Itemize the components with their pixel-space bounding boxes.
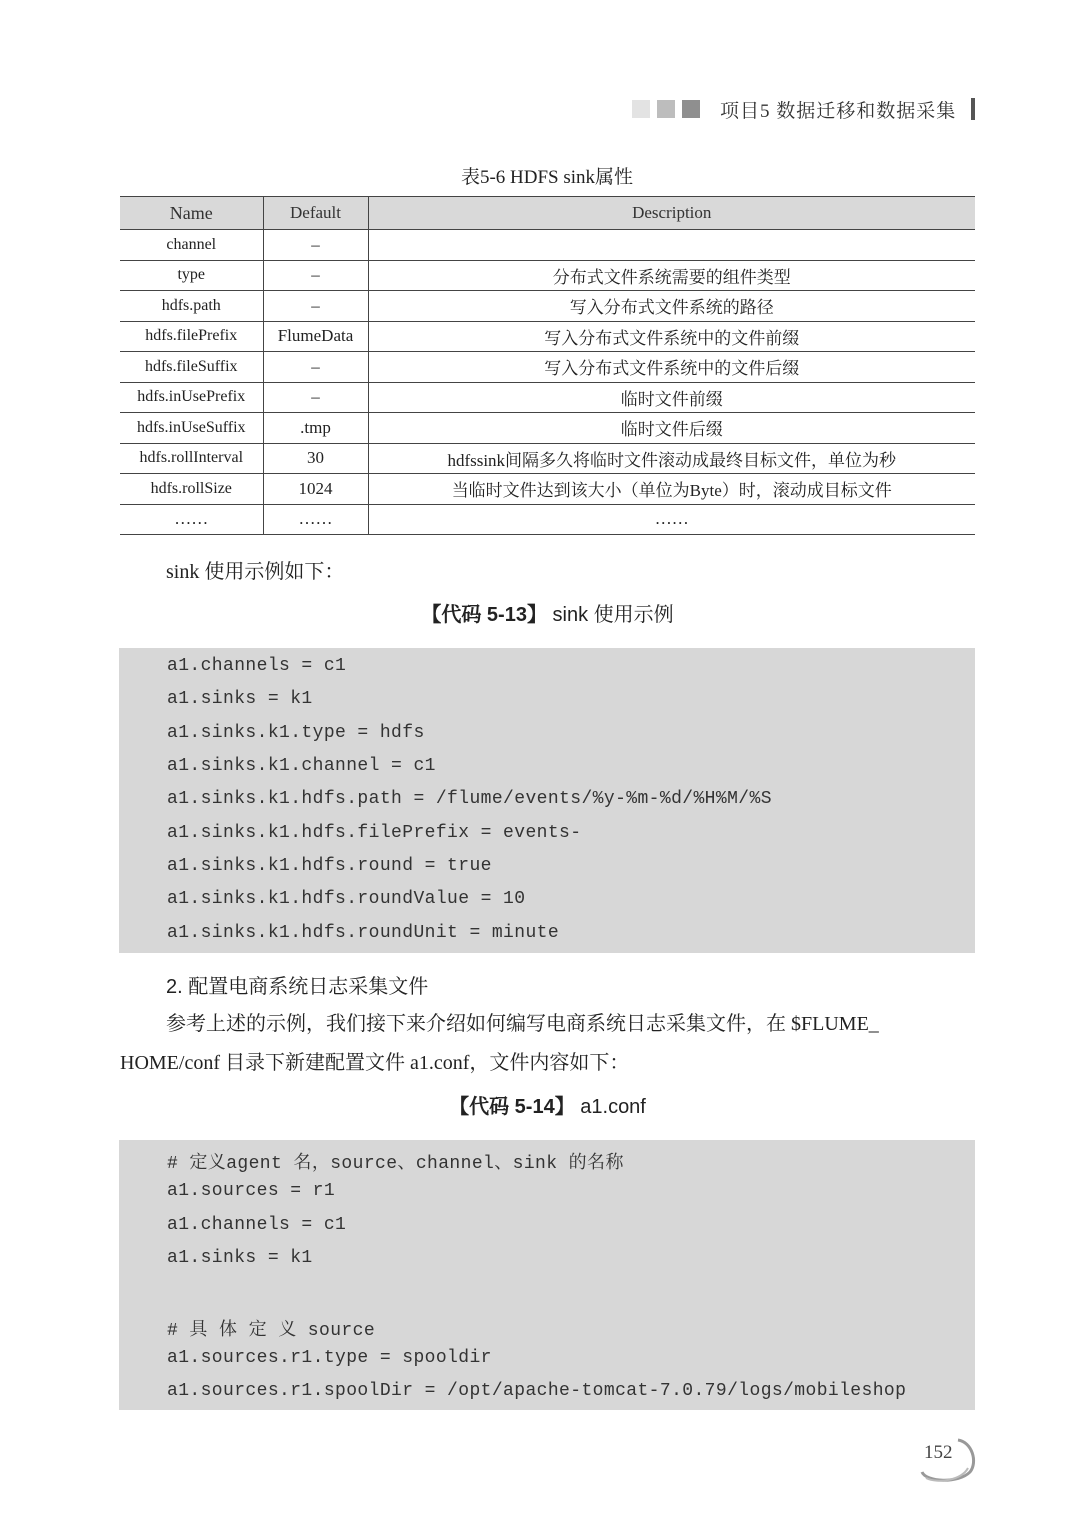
header-square-mid — [657, 100, 675, 118]
table-row — [120, 230, 975, 261]
running-header — [0, 96, 1092, 128]
code-line: a1.sinks.k1.channel = c1 — [167, 756, 436, 776]
cell-name: hdfs.filePrefix — [120, 321, 263, 352]
cell-description: 写入分布式文件系统的路径 — [368, 291, 975, 322]
code-line: a1.sinks.k1.hdfs.filePrefix = events- — [167, 823, 582, 843]
cell-default: 1024 — [263, 474, 368, 505]
code-block-5-13 — [119, 648, 975, 953]
cell-default: …… — [263, 504, 368, 535]
paragraph-line-1: 参考上述的示例，我们接下来介绍如何编写电商系统日志采集文件，在 $FLUME_ — [166, 1013, 879, 1035]
cell-name: hdfs.inUsePrefix — [120, 382, 263, 413]
table-row — [120, 352, 975, 383]
table-row — [120, 291, 975, 322]
cell-description: 写入分布式文件系统中的文件前缀 — [368, 321, 975, 352]
cell-default: – — [263, 230, 368, 261]
chapter-title: 项目5 数据迁移和数据采集 — [720, 101, 957, 122]
cell-name: hdfs.rollInterval — [120, 443, 263, 474]
cell-name: type — [120, 260, 263, 291]
table-caption: 表5-6 HDFS sink属性 — [460, 167, 634, 188]
cell-name: …… — [120, 504, 263, 535]
cell-name: hdfs.inUseSuffix — [120, 413, 263, 444]
table-row — [120, 474, 975, 505]
hdfs-sink-properties-table — [120, 196, 975, 535]
code-title-5-13 — [120, 598, 975, 627]
cell-description: hdfssink间隔多久将临时文件滚动成最终目标文件，单位为秒 — [368, 443, 975, 474]
table-row — [120, 382, 975, 413]
code-label-text: a1.conf — [574, 1096, 646, 1118]
table-row — [120, 504, 975, 535]
table-header-row — [120, 197, 975, 230]
table-row — [120, 321, 975, 352]
code-line: # 定义agent 名，source、channel、sink 的名称 — [167, 1154, 624, 1174]
code-line: # 具 体 定 义 source — [167, 1321, 376, 1341]
cell-default: FlumeData — [263, 321, 368, 352]
cell-description: 临时文件后缀 — [368, 413, 975, 444]
code-label: 【代码 5-14】 — [449, 1096, 575, 1118]
code-line: a1.sinks.k1.hdfs.path = /flume/events/%y-%m-%d/%H%M/%S — [167, 789, 772, 809]
code-line: a1.channels = c1 — [167, 1215, 347, 1235]
cell-default: 30 — [263, 443, 368, 474]
cell-default: – — [263, 260, 368, 291]
cell-description — [368, 230, 975, 261]
code-line: a1.sinks.k1.hdfs.round = true — [167, 856, 492, 876]
column-header-name: Name — [120, 197, 263, 230]
cell-default: – — [263, 352, 368, 383]
code-line: a1.sinks = k1 — [167, 689, 313, 709]
section-heading: 2. 配置电商系统日志采集文件 — [166, 976, 429, 998]
code-line: a1.sources = r1 — [167, 1181, 336, 1201]
cell-default: – — [263, 291, 368, 322]
column-header-description: Description — [368, 197, 975, 230]
header-square-dark — [682, 100, 700, 118]
code-line: a1.sinks.k1.hdfs.roundValue = 10 — [167, 889, 526, 909]
code-block-5-14 — [119, 1140, 975, 1410]
cell-description: 当临时文件达到该大小（单位为Byte）时，滚动成目标文件 — [368, 474, 975, 505]
table-row — [120, 443, 975, 474]
code-line: a1.sinks.k1.hdfs.roundUnit = minute — [167, 923, 560, 943]
code-line: a1.sources.r1.spoolDir = /opt/apache-tomcat-7.0.79/logs/mobileshop — [167, 1381, 907, 1401]
cell-default: .tmp — [263, 413, 368, 444]
code-line: a1.sinks.k1.type = hdfs — [167, 723, 425, 743]
cell-description: …… — [368, 504, 975, 535]
cell-name: hdfs.rollSize — [120, 474, 263, 505]
cell-description: 临时文件前缀 — [368, 382, 975, 413]
cell-name: hdfs.fileSuffix — [120, 352, 263, 383]
table-row — [120, 260, 975, 291]
paragraph-line-2: HOME/conf 目录下新建配置文件 a1.conf，文件内容如下： — [120, 1052, 630, 1074]
code-line: a1.channels = c1 — [167, 656, 347, 676]
cell-name: channel — [120, 230, 263, 261]
cell-description: 写入分布式文件系统中的文件后缀 — [368, 352, 975, 383]
page-number-text: 152 — [924, 1442, 953, 1463]
intro-text: sink 使用示例如下： — [166, 561, 345, 583]
code-line: a1.sinks = k1 — [167, 1248, 313, 1268]
code-title-5-14 — [120, 1090, 975, 1119]
code-line: a1.sources.r1.type = spooldir — [167, 1348, 492, 1368]
column-header-default: Default — [263, 197, 368, 230]
page-number — [918, 1434, 976, 1484]
cell-description: 分布式文件系统需要的组件类型 — [368, 260, 975, 291]
header-divider-bar — [971, 98, 975, 120]
cell-default: – — [263, 382, 368, 413]
header-square-light — [632, 100, 650, 118]
code-label: 【代码 5-13】 — [421, 604, 547, 626]
cell-name: hdfs.path — [120, 291, 263, 322]
table-row — [120, 413, 975, 444]
code-label-text: sink 使用示例 — [546, 604, 674, 626]
